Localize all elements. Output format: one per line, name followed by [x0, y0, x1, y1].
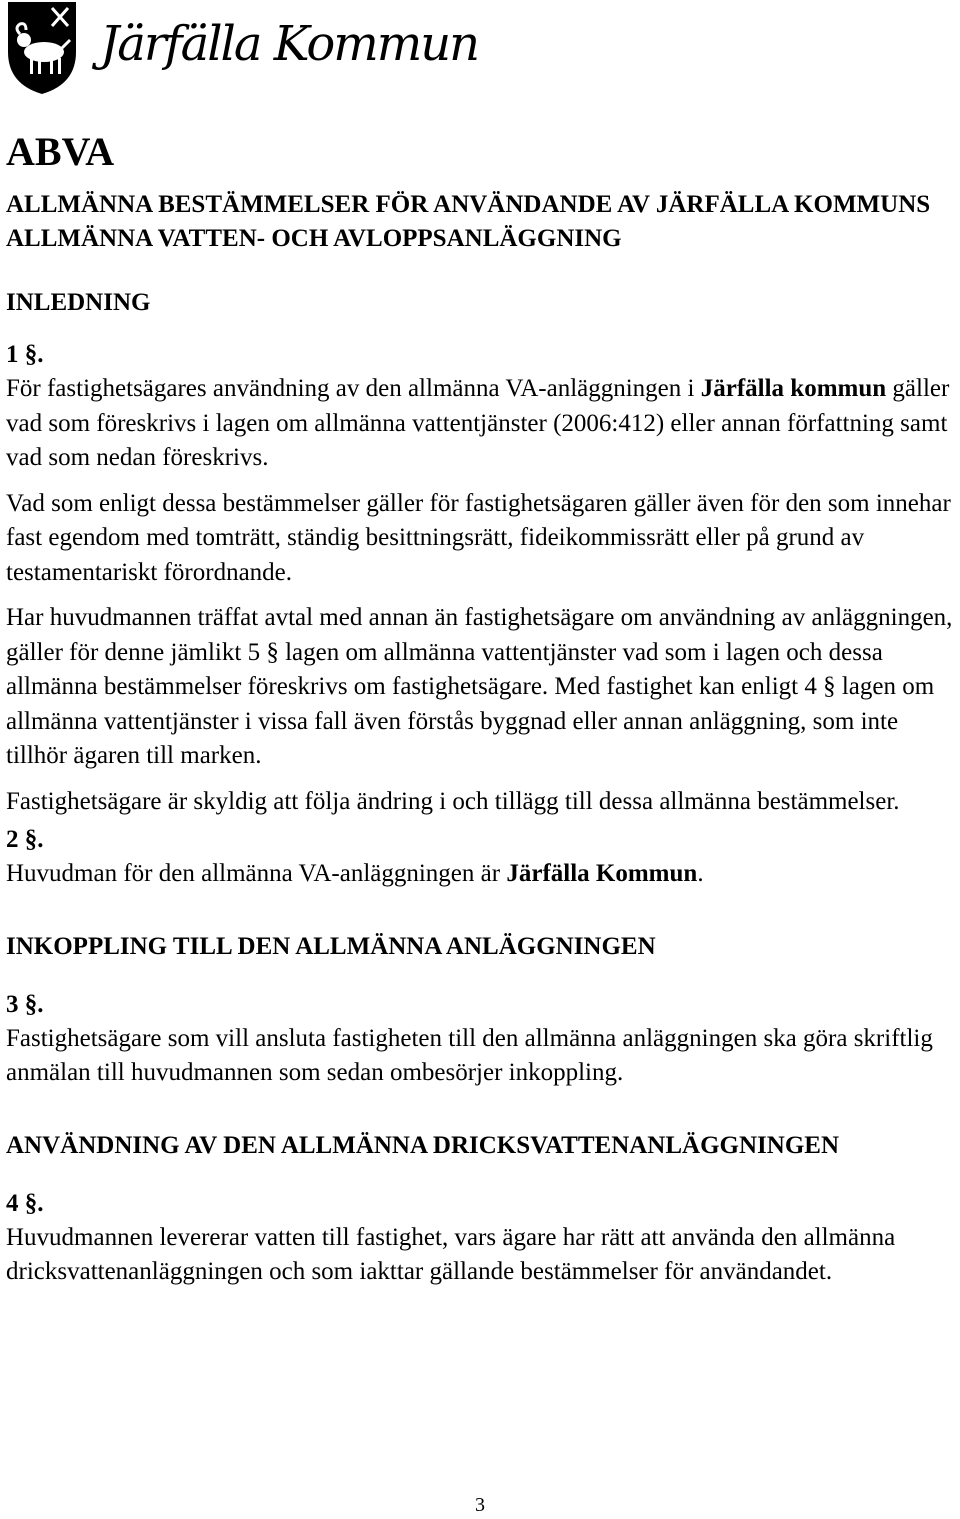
paragraph-1-text-2: Vad som enligt dessa bestämmelser gäller för fastighetsägaren gäller även för den som innehar fast egendom med tomträtt, ständig besittningsrätt, fideikommissrätt eller på grund av testamentariskt förordnande. [6, 489, 951, 586]
section-heading-inledning: INLEDNING [6, 289, 151, 316]
paragraph-1-text-4: Fastighetsägare är skyldig att följa ändring i och tillägg till dessa allmänna bestämmelser. [6, 787, 900, 815]
section-heading-inkoppling: INKOPPLING TILL DEN ALLMÄNNA ANLÄGGNINGEN [6, 932, 656, 960]
page-header [0, 0, 960, 100]
page-number: 3 [475, 1494, 485, 1516]
paragraph-1-municipality: Järfälla kommun [700, 375, 887, 402]
paragraph-1-text-3: Har huvudmannen träffat avtal med annan än fastighetsägare om användning av anläggningen, gäller för denne jämlikt 5 § lagen om allmänna vattentjänster vad som i lagen och dessa allmänna bestämmelser föreskrivs om fastighetsägare. Med fastighet kan enligt 4 § lagen om allmänna vattentjänster i vissa fall även förstås byggnad eller annan anläggning, som inte tillhör ägaren till marken. [6, 604, 953, 769]
paragraph-2-text-start: Huvudman för den allmänna VA-anläggningen är [6, 860, 507, 887]
paragraph-1-text-start: För fastighetsägares användning av den allmänna VA-anläggningen i [6, 375, 701, 402]
paragraph-number-3: 3 §. [6, 990, 44, 1018]
paragraph-1-text-end: gäller vad som föreskrivs i lagen om allmänna vattentjänster (2006:412) eller annan författning samt vad som nedan föreskrivs. [6, 375, 950, 471]
paragraph-4-text: Huvudmannen levererar vatten till fastighet, vars ägare har rätt att använda den allmänna dricksvattenanläggningen och som iakttar gällande bestämmelser för användandet. [6, 1223, 896, 1285]
paragraph-number-4: 4 §. [6, 1189, 44, 1217]
paragraph-number-1: 1 §. [6, 341, 44, 368]
paragraph-1-text [6, 372, 956, 476]
document-body [6, 128, 956, 1290]
paragraph-number-2: 2 §. [6, 826, 44, 853]
paragraph-2-text [6, 857, 956, 892]
paragraph-3-text: Fastighetsägare som vill ansluta fastigheten till den allmänna anläggningen ska göra skriftlig anmälan till huvudmannen som sedan ombesörjer inkoppling. [6, 1024, 933, 1086]
paragraph-2-text-end: . [697, 860, 704, 887]
coat-of-arms-icon [6, 0, 78, 96]
paragraph-2-municipality: Järfälla Kommun [506, 860, 698, 887]
section-heading-anvandning: ANVÄNDNING AV DEN ALLMÄNNA DRICKSVATTENANLÄGGNINGEN [6, 1131, 839, 1159]
document-subtitle: ALLMÄNNA BESTÄMMELSER FÖR ANVÄNDANDE AV JÄRFÄLLA KOMMUNS ALLMÄNNA VATTEN- OCH AVLOPPSANLÄGGNING [6, 191, 931, 252]
document-title: ABVA [6, 129, 115, 174]
kommun-wordmark-logo: Järfälla Kommun [100, 16, 479, 72]
